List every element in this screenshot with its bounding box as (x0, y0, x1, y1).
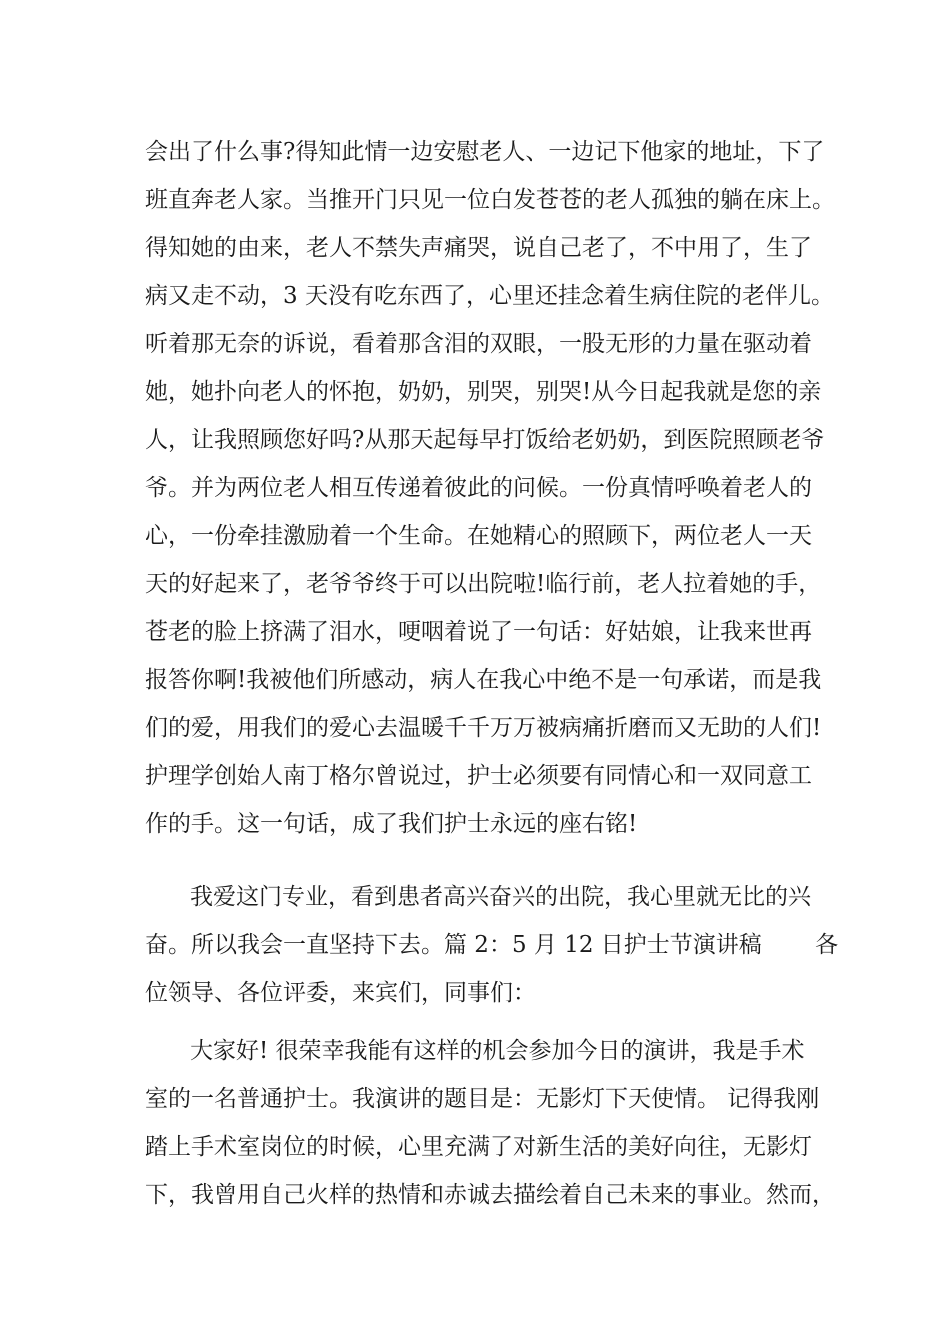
text-line: 踏上手术室岗位的时候，心里充满了对新生活的美好向往，无影灯 (145, 1134, 812, 1160)
text-line: 下，我曾用自己火样的热情和赤诚去描绘着自己未来的事业。然而， (145, 1182, 835, 1208)
paragraph-first-line: 我爱这门专业，看到患者高兴奋兴的出院，我心里就无比的兴 (190, 884, 811, 910)
paragraph-first-line: 大家好! 很荣幸我能有这样的机会参加今日的演讲，我是手术 (190, 1038, 805, 1064)
text-line: 她，她扑向老人的怀抱，奶奶，别哭，别哭!从今日起我就是您的亲 (145, 379, 822, 405)
text-line: 听着那无奈的诉说，看着那含泪的双眼，一股无形的力量在驱动着 (145, 331, 812, 357)
text-line: 人，让我照顾您好吗?从那天起每早打饭给老奶奶，到医院照顾老爷 (145, 427, 825, 453)
text-line: 会出了什么事?得知此情一边安慰老人、一边记下他家的地址，下了 (145, 139, 825, 165)
text-line: 室的一名普通护士。我演讲的题目是：无影灯下天使情。 记得我刚 (145, 1086, 820, 1112)
text-line: 得知她的由来，老人不禁失声痛哭，说自己老了，不中用了，生了 (145, 235, 812, 261)
text-line: 护理学创始人南丁格尔曾说过，护士必须要有同情心和一双同意工 (145, 763, 812, 789)
text-line: 作的手。这一句话，成了我们护士永远的座右铭! (145, 811, 638, 837)
text-line: 爷。并为两位老人相互传递着彼此的问候。一份真情呼唤着老人的 (145, 475, 812, 501)
text-line: 位领导、各位评委，来宾们，同事们： (145, 980, 536, 1006)
text-line: 心，一份牵挂激励着一个生命。在她精心的照顾下，两位老人一天 (145, 523, 812, 549)
text-line: 苍老的脸上挤满了泪水，哽咽着说了一句话：好姑娘，让我来世再 (145, 619, 812, 645)
text-line: 病又走不动，3 天没有吃东西了，心里还挂念着生病住院的老伴儿。 (145, 283, 834, 309)
text-line: 天的好起来了，老爷爷终于可以出院啦!临行前，老人拉着她的手， (145, 571, 822, 597)
text-line: 奋。所以我会一直坚持下去。篇 2：5 月 12 日护士节演讲稿 各 (145, 932, 839, 958)
text-line: 报答你啊!我被他们所感动，病人在我心中绝不是一句承诺，而是我 (145, 667, 822, 693)
text-line: 班直奔老人家。当推开门只见一位白发苍苍的老人孤独的躺在床上。 (145, 187, 835, 213)
text-line: 们的爱，用我们的爱心去温暖千千万万被病痛折磨而又无助的人们! (145, 715, 822, 741)
